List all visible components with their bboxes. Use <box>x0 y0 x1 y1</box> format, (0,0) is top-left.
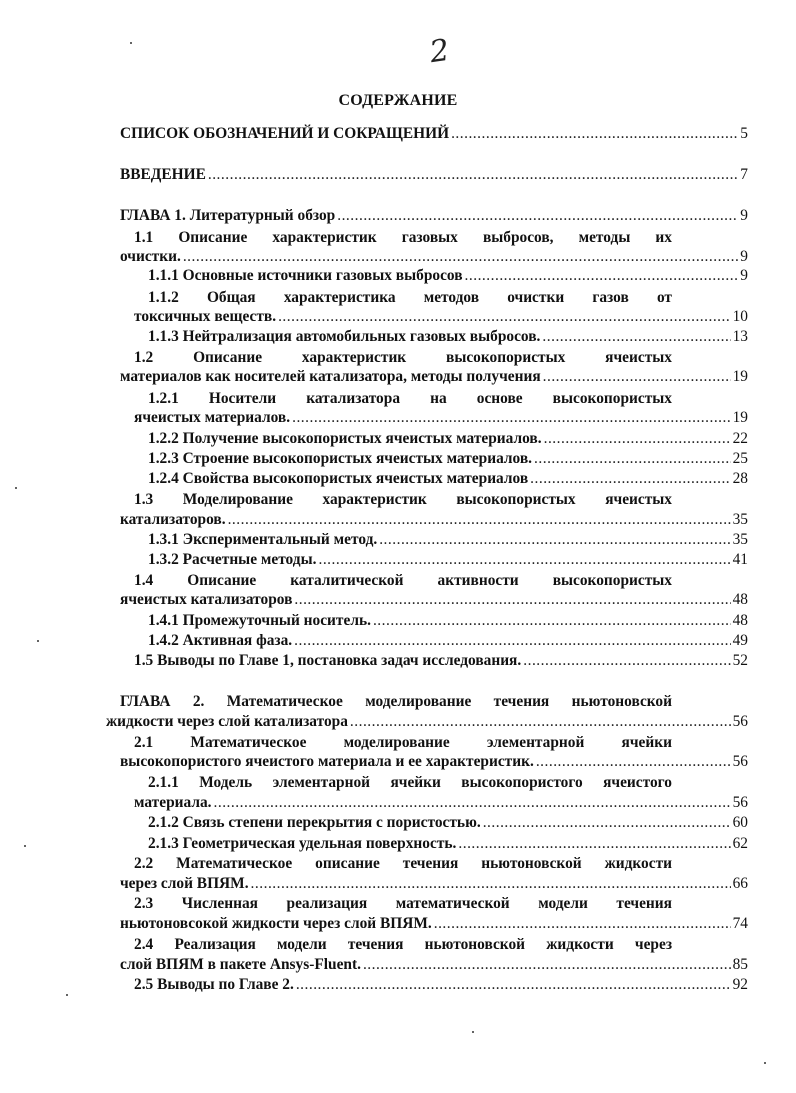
toc-page-number: 41 <box>732 551 748 568</box>
toc-entry[interactable] <box>148 266 748 286</box>
toc-entry-title: ячеистых катализаторов <box>120 591 293 608</box>
toc-entry-first-line: 1.2.1 Носители катализатора на основе высокопористых <box>148 390 672 407</box>
dot-leader <box>183 247 738 267</box>
dot-leader <box>292 408 731 428</box>
toc-entry[interactable] <box>120 874 748 894</box>
dot-leader <box>337 206 738 226</box>
dot-leader <box>208 165 738 185</box>
toc-entry[interactable] <box>148 631 748 651</box>
dot-leader <box>523 651 730 671</box>
toc-entry-title: 1.5 Выводы по Главе 1, постановка задач исследования. <box>134 652 522 669</box>
dot-leader <box>542 327 730 347</box>
dot-leader <box>228 510 731 530</box>
dot-leader <box>251 874 731 894</box>
toc-page-number: 25 <box>732 450 748 467</box>
toc-entry-title: 2.1.3 Геометрическая удельная поверхность. <box>148 835 457 852</box>
toc-page-number: 10 <box>732 308 748 325</box>
dot-leader <box>451 124 738 144</box>
dot-leader <box>318 550 730 570</box>
toc-page-number: 92 <box>732 976 748 993</box>
toc-page-number: 49 <box>732 632 748 649</box>
toc-page-number: 56 <box>732 753 748 770</box>
toc-page-number: 74 <box>732 915 748 932</box>
dot-leader <box>294 590 730 610</box>
toc-entry-first-line: 2.1 Математическое моделирование элементарной ячейки <box>134 734 672 751</box>
toc-entry[interactable] <box>148 449 748 469</box>
toc-entry-title: 2.1.2 Связь степени перекрытия с пористостью. <box>148 814 481 831</box>
toc-entry[interactable] <box>148 550 748 570</box>
dot-leader <box>483 813 731 833</box>
toc-entry-first-line: 2.4 Реализация модели течения ньютоновской жидкости через <box>134 936 672 953</box>
toc-page-number: 52 <box>732 652 748 669</box>
toc-entry-first-line: 1.2 Описание характеристик высокопористых ячеистых <box>134 349 672 366</box>
toc-entry-first-line: 1.1 Описание характеристик газовых выбросов, методы их <box>134 229 672 246</box>
dot-leader <box>294 631 730 651</box>
toc-entry[interactable] <box>148 530 748 550</box>
dot-leader <box>214 793 731 813</box>
handwritten-page-number: 2 <box>427 32 452 71</box>
toc-entry-title: жидкости через слой катализатора <box>106 713 348 730</box>
scan-speck <box>764 1062 766 1064</box>
toc-entry-title: ньютоновсокой жидкости через слой ВПЯМ. <box>120 915 432 932</box>
toc-entry-first-line: 1.4 Описание каталитической активности высокопористых <box>134 572 672 589</box>
dot-leader <box>373 611 731 631</box>
dot-leader <box>363 955 731 975</box>
toc-entry[interactable] <box>120 955 748 975</box>
toc-entry-title: материалов как носителей катализатора, методы получения <box>120 368 541 385</box>
toc-entry-title: 1.3.1 Экспериментальный метод. <box>148 531 378 548</box>
toc-entry-title: ГЛАВА 1. Литературный обзор <box>120 207 336 224</box>
toc-entry[interactable] <box>134 651 748 671</box>
dot-leader <box>278 307 731 327</box>
toc-entry[interactable] <box>134 793 748 813</box>
dot-leader <box>543 367 731 387</box>
toc-entry-title: через слой ВПЯМ. <box>120 875 249 892</box>
toc-entry-first-line: 2.3 Численная реализация математической модели течения <box>134 895 672 912</box>
toc-entry-first-line: 1.3 Моделирование характеристик высокопористых ячеистых <box>134 491 672 508</box>
toc-entry[interactable] <box>148 327 748 347</box>
scan-speck <box>130 42 132 44</box>
toc-page-number: 13 <box>732 328 748 345</box>
toc-entry-title: слой ВПЯМ в пакете Ansys-Fluent. <box>120 956 361 973</box>
toc-entry[interactable] <box>120 590 748 610</box>
toc-page-number: 9 <box>740 207 748 224</box>
scan-speck <box>24 845 26 847</box>
toc-entry[interactable] <box>148 469 748 489</box>
scan-speck <box>15 487 17 489</box>
toc-page-number: 19 <box>732 409 748 426</box>
toc-entry[interactable] <box>120 165 748 185</box>
toc-entry-title: 1.3.2 Расчетные методы. <box>148 551 317 568</box>
dot-leader <box>534 449 731 469</box>
toc-entry-title: 1.2.3 Строение высокопористых ячеистых материалов. <box>148 450 533 467</box>
toc-entry-title: СПИСОК ОБОЗНАЧЕНИЙ И СОКРАЩЕНИЙ <box>120 125 450 142</box>
dot-leader <box>465 266 739 286</box>
toc-entry-title: ВВЕДЕНИЕ <box>120 166 206 183</box>
toc-page-number: 28 <box>732 470 748 487</box>
toc-entry-title: очистки. <box>120 248 181 265</box>
dot-leader <box>296 975 731 995</box>
toc-entry-title: 1.4.1 Промежуточный носитель. <box>148 612 371 629</box>
toc-page-number: 56 <box>732 794 748 811</box>
toc-page-number: 56 <box>732 713 748 730</box>
dot-leader <box>536 752 731 772</box>
toc-page-number: 7 <box>740 166 748 183</box>
toc-entry[interactable] <box>134 408 748 428</box>
toc-entry[interactable] <box>148 429 748 449</box>
toc-title: СОДЕРЖАНИЕ <box>338 92 458 109</box>
toc-page-number: 9 <box>740 267 748 284</box>
scan-speck <box>37 640 39 642</box>
dot-leader <box>350 712 731 732</box>
toc-entry[interactable] <box>148 813 748 833</box>
toc-entry-first-line: 2.2 Математическое описание течения ньютоновской жидкости <box>134 855 672 872</box>
toc-entry[interactable] <box>120 367 748 387</box>
toc-page-number: 48 <box>732 591 748 608</box>
toc-entry-first-line: ГЛАВА 2. Математическое моделирование течения ньютоновской <box>120 693 672 710</box>
toc-page-number: 19 <box>732 368 748 385</box>
toc-page-number: 9 <box>740 248 748 265</box>
toc-entry-title: 1.2.4 Свойства высокопористых ячеистых материалов <box>148 470 529 487</box>
toc-entry[interactable] <box>148 611 748 631</box>
toc-entry-title: токсичных веществ. <box>134 308 277 325</box>
toc-page-number: 66 <box>732 875 748 892</box>
toc-entry[interactable] <box>134 307 748 327</box>
toc-entry[interactable] <box>120 124 748 144</box>
toc-page-number: 62 <box>732 835 748 852</box>
toc-page-number: 22 <box>732 430 748 447</box>
toc-entry-first-line: 1.1.2 Общая характеристика методов очистки газов от <box>148 289 672 306</box>
toc-entry[interactable] <box>120 247 748 267</box>
toc-page-number: 35 <box>732 531 748 548</box>
toc-entry-title: ячеистых материалов. <box>134 409 291 426</box>
dot-leader <box>544 429 731 449</box>
toc-entry-title: высокопористого ячеистого материала и ее характеристик. <box>120 753 534 770</box>
toc-page-number: 5 <box>740 125 748 142</box>
toc-page-number: 85 <box>732 956 748 973</box>
scan-speck <box>66 994 68 996</box>
scan-speck <box>472 1031 474 1033</box>
toc-page-number: 60 <box>732 814 748 831</box>
toc-entry-title: катализаторов. <box>120 511 226 528</box>
toc-entry[interactable] <box>148 834 748 854</box>
dot-leader <box>434 914 731 934</box>
toc-entry[interactable] <box>106 712 748 732</box>
toc-entry-title: 2.5 Выводы по Главе 2. <box>134 976 294 993</box>
toc-entry-first-line: 2.1.1 Модель элементарной ячейки высокопористого ячеистого <box>148 774 672 791</box>
dot-leader <box>458 834 730 854</box>
toc-entry-title: 1.2.2 Получение высокопористых ячеистых материалов. <box>148 430 542 447</box>
toc-entry-title: 1.1.1 Основные источники газовых выбросов <box>148 267 463 284</box>
toc-entry-title: материала. <box>134 794 212 811</box>
dot-leader <box>530 469 730 489</box>
toc-entry[interactable] <box>120 510 748 530</box>
toc-entry[interactable] <box>120 206 748 226</box>
toc-entry-title: 1.1.3 Нейтрализация автомобильных газовых выбросов. <box>148 328 541 345</box>
toc-page-number: 48 <box>732 612 748 629</box>
toc-entry[interactable] <box>120 752 748 772</box>
toc-page-number: 35 <box>732 511 748 528</box>
toc-entry[interactable] <box>120 914 748 934</box>
toc-entry[interactable] <box>134 975 748 995</box>
toc-entry-title: 1.4.2 Активная фаза. <box>148 632 293 649</box>
dot-leader <box>379 530 730 550</box>
